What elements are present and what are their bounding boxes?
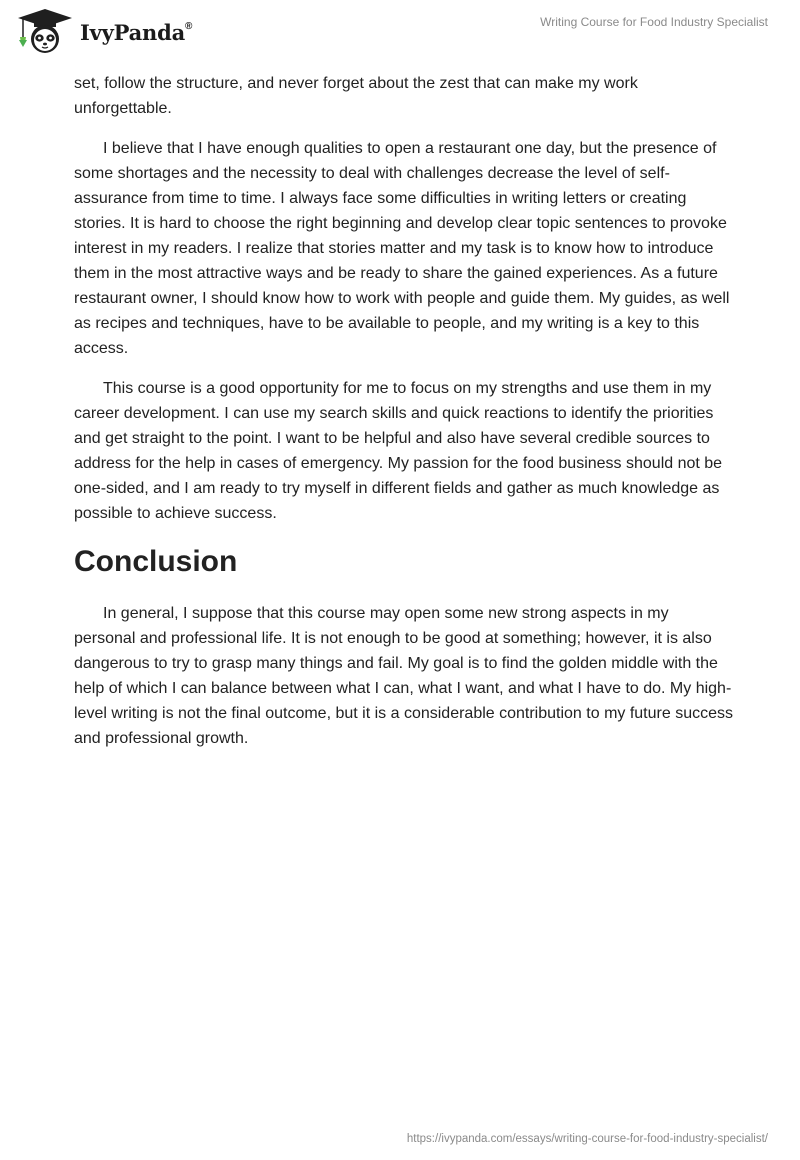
source-url[interactable]: https://ivypanda.com/essays/writing-course-for-food-industry-specialist/ xyxy=(406,1133,768,1145)
logo-text: IvyPanda® xyxy=(80,19,193,45)
paragraph: set, follow the structure, and never forget about the zest that can make my work unforgettable. xyxy=(74,75,638,117)
section-heading: Conclusion xyxy=(74,545,238,578)
essay-content xyxy=(74,71,734,766)
paragraph: In general, I suppose that this course may open some new strong aspects in my personal and professional life. It is not enough to be good at something; however, it is also dangerous to try to grasp many things and fail. My goal is to find the golden middle with the help of which I can balance between what I can, what I want, and what I have to do. My high-level writing is not the final outcome, but it is a considerable contribution to my future success and professional growth. xyxy=(74,605,733,747)
panda-logo-icon xyxy=(14,7,76,55)
paragraph: This course is a good opportunity for me to focus on my strengths and use them in my career development. I can use my search skills and quick reactions to identify the priorities and get straight to the point. I want to be helpful and also have several credible sources to address for the help in cases of emergency. My passion for the food business should not be one-sided, and I am ready to try myself in different fields and gather as much knowledge as possible to achieve success. xyxy=(74,380,723,522)
page-header xyxy=(0,0,800,60)
logo[interactable] xyxy=(14,7,192,55)
document-title: Writing Course for Food Industry Specialist xyxy=(540,15,768,29)
paragraph: I believe that I have enough qualities to open a restaurant one day, but the presence of some shortages and the necessity to deal with challenges decrease the level of self-assurance from time to time. I always face some difficulties in writing letters or creating stories. It is hard to choose the right beginning and develop clear topic sentences to provoke interest in my readers. I realize that stories matter and my task is to know how to introduce them in the most attractive ways and be ready to share the gained experiences. As a future restaurant owner, I should know how to work with people and guide them. My guides, as well as recipes and techniques, have to be available to people, and my writing is a key to this access. xyxy=(74,140,730,357)
